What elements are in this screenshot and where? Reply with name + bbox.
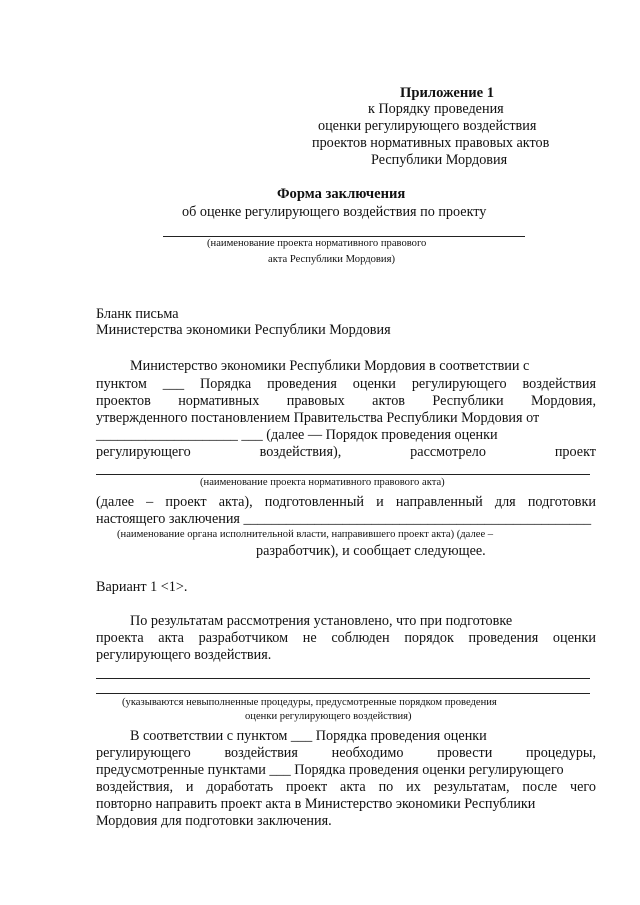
project-blank-line xyxy=(96,474,590,475)
letterhead-line: Бланк письма xyxy=(96,306,179,322)
body-line: разработчик), и сообщает следующее. xyxy=(256,543,486,559)
variant-heading: Вариант 1 <1>. xyxy=(96,579,188,595)
appendix-line: оценки регулирующего воздействия xyxy=(318,118,537,134)
project-name-caption: акта Республики Мордовия) xyxy=(268,254,395,265)
body-line: проектов нормативных правовых актов Республики Мордовия, xyxy=(96,393,596,409)
body-line: ____________________ ___ (далее — Порядок проведения оценки xyxy=(96,427,498,443)
body-line: По результатам рассмотрения установлено, что при подготовке xyxy=(130,613,513,629)
body-line: В соответствии с пунктом ___ Порядка проведения оценки xyxy=(130,728,487,744)
body-line: регулирующего воздействия. xyxy=(96,647,272,663)
body-line: проекта акта разработчиком не соблюден порядок проведения оценки xyxy=(96,630,596,646)
appendix-line: проектов нормативных правовых актов xyxy=(312,135,550,151)
body-line: регулирующего воздействия), рассмотрело проект xyxy=(96,444,596,460)
body-line: воздействия, и доработать проект акта по их результатам, после чего xyxy=(96,779,596,795)
body-line: Министерство экономики Республики Мордовия в соответствии с xyxy=(130,358,530,374)
procedures-caption: (указываются невыполненные процедуры, предусмотренные порядком проведения xyxy=(122,697,497,708)
body-line: (далее – проект акта), подготовленный и направленный для подготовки xyxy=(96,494,596,510)
project-name-caption: (наименование проекта нормативного правового xyxy=(207,238,427,249)
body-line: пунктом ___ Порядка проведения оценки регулирующего воздействия xyxy=(96,376,596,392)
body-line: Мордовия для подготовки заключения. xyxy=(96,813,332,829)
procedures-line xyxy=(96,678,590,679)
body-line: настоящего заключения _________________________________________________ xyxy=(96,511,592,527)
procedures-line xyxy=(96,693,590,694)
org-caption: (наименование органа исполнительной власти, направившего проект акта) (далее – xyxy=(117,529,494,540)
appendix-line: Республики Мордовия xyxy=(371,152,508,168)
body-line: предусмотренные пунктами ___ Порядка проведения оценки регулирующего xyxy=(96,762,564,778)
appendix-title: Приложение 1 xyxy=(400,85,495,101)
body-line: утвержденного постановлением Правительства Республики Мордовия от xyxy=(96,410,540,426)
letterhead-line: Министерства экономики Республики Мордовия xyxy=(96,322,391,338)
form-title: Форма заключения xyxy=(277,186,406,202)
procedures-caption: оценки регулирующего воздействия) xyxy=(245,711,412,722)
form-subtitle: об оценке регулирующего воздействия по проекту xyxy=(182,204,487,220)
appendix-line: к Порядку проведения xyxy=(368,101,504,117)
body-line: регулирующего воздействия необходимо провести процедуры, xyxy=(96,745,596,761)
project-caption: (наименование проекта нормативного правового акта) xyxy=(200,477,445,488)
body-line: повторно направить проект акта в Министерство экономики Республики xyxy=(96,796,536,812)
